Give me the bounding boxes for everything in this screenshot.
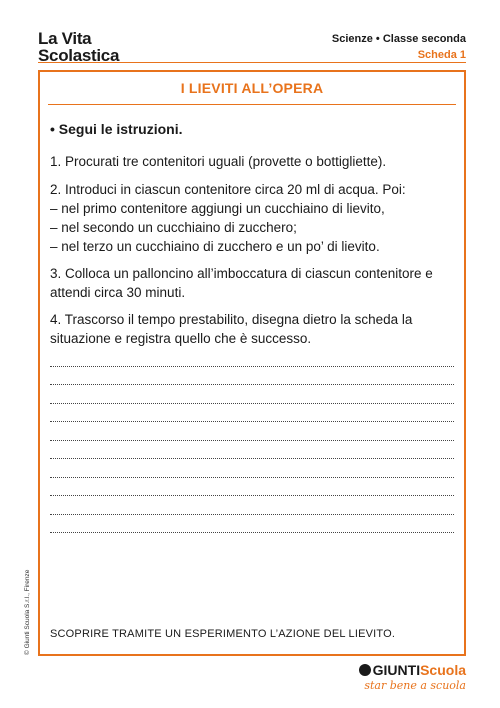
worksheet-title: I LIEVITI ALL’OPERA	[180, 80, 324, 96]
step-2-intro: 2. Introduci in ciascun contenitore circa 20 ml di acqua. Poi:	[50, 182, 406, 197]
answer-line[interactable]	[50, 366, 454, 367]
sheet-header	[332, 31, 466, 63]
logo-line1: La Vita	[38, 29, 92, 48]
sheet-number: Scheda 1	[417, 49, 466, 61]
step-3: 3. Colloca un palloncino all’imboccatura di ciascun contenitore e attendi circa 30 minuti.	[50, 266, 433, 300]
publisher-brand	[359, 662, 466, 692]
worksheet-frame	[38, 70, 466, 656]
answer-line[interactable]	[50, 384, 454, 385]
learning-objective: SCOPRIRE TRAMITE UN ESPERIMENTO L’AZIONE DEL LIEVITO.	[50, 628, 396, 640]
answer-line[interactable]	[50, 514, 454, 515]
step-1: 1. Procurati tre contenitori uguali (provette o bottigliette).	[50, 154, 387, 169]
step-2	[50, 180, 454, 256]
step-2-item-a: – nel primo contenitore aggiungi un cucchiaino di lievito,	[50, 201, 385, 216]
answer-line[interactable]	[50, 403, 454, 404]
answer-line[interactable]	[50, 495, 454, 496]
title-divider	[48, 104, 456, 105]
giunti-logo-icon	[359, 664, 371, 676]
answer-line[interactable]	[50, 477, 454, 478]
header-divider	[38, 62, 466, 63]
brand-name: GIUNTI	[372, 662, 421, 678]
answer-line[interactable]	[50, 421, 454, 422]
instruction-heading: • Segui le istruzioni.	[50, 121, 183, 137]
answer-line[interactable]	[50, 458, 454, 459]
subject-label: Scienze • Classe seconda	[331, 33, 466, 45]
magazine-logo	[38, 30, 119, 64]
answer-line[interactable]	[50, 440, 454, 441]
publisher-logo	[359, 662, 466, 678]
step-2-item-b: – nel secondo un cucchiaino di zucchero;	[50, 220, 297, 235]
brand-suffix: Scuola	[420, 662, 466, 678]
brand-slogan: star bene a scuola	[364, 679, 466, 692]
logo-line2: Scolastica	[38, 46, 120, 65]
answer-line[interactable]	[50, 532, 454, 533]
step-2-item-c: – nel terzo un cucchiaino di zucchero e un po’ di lievito.	[50, 239, 380, 254]
step-4: 4. Trascorso il tempo prestabilito, disegna dietro la scheda la situazione e registra quello che è successo.	[50, 312, 413, 346]
copyright-notice: © Giunti Scuola S.r.l., Firenze	[24, 569, 31, 655]
